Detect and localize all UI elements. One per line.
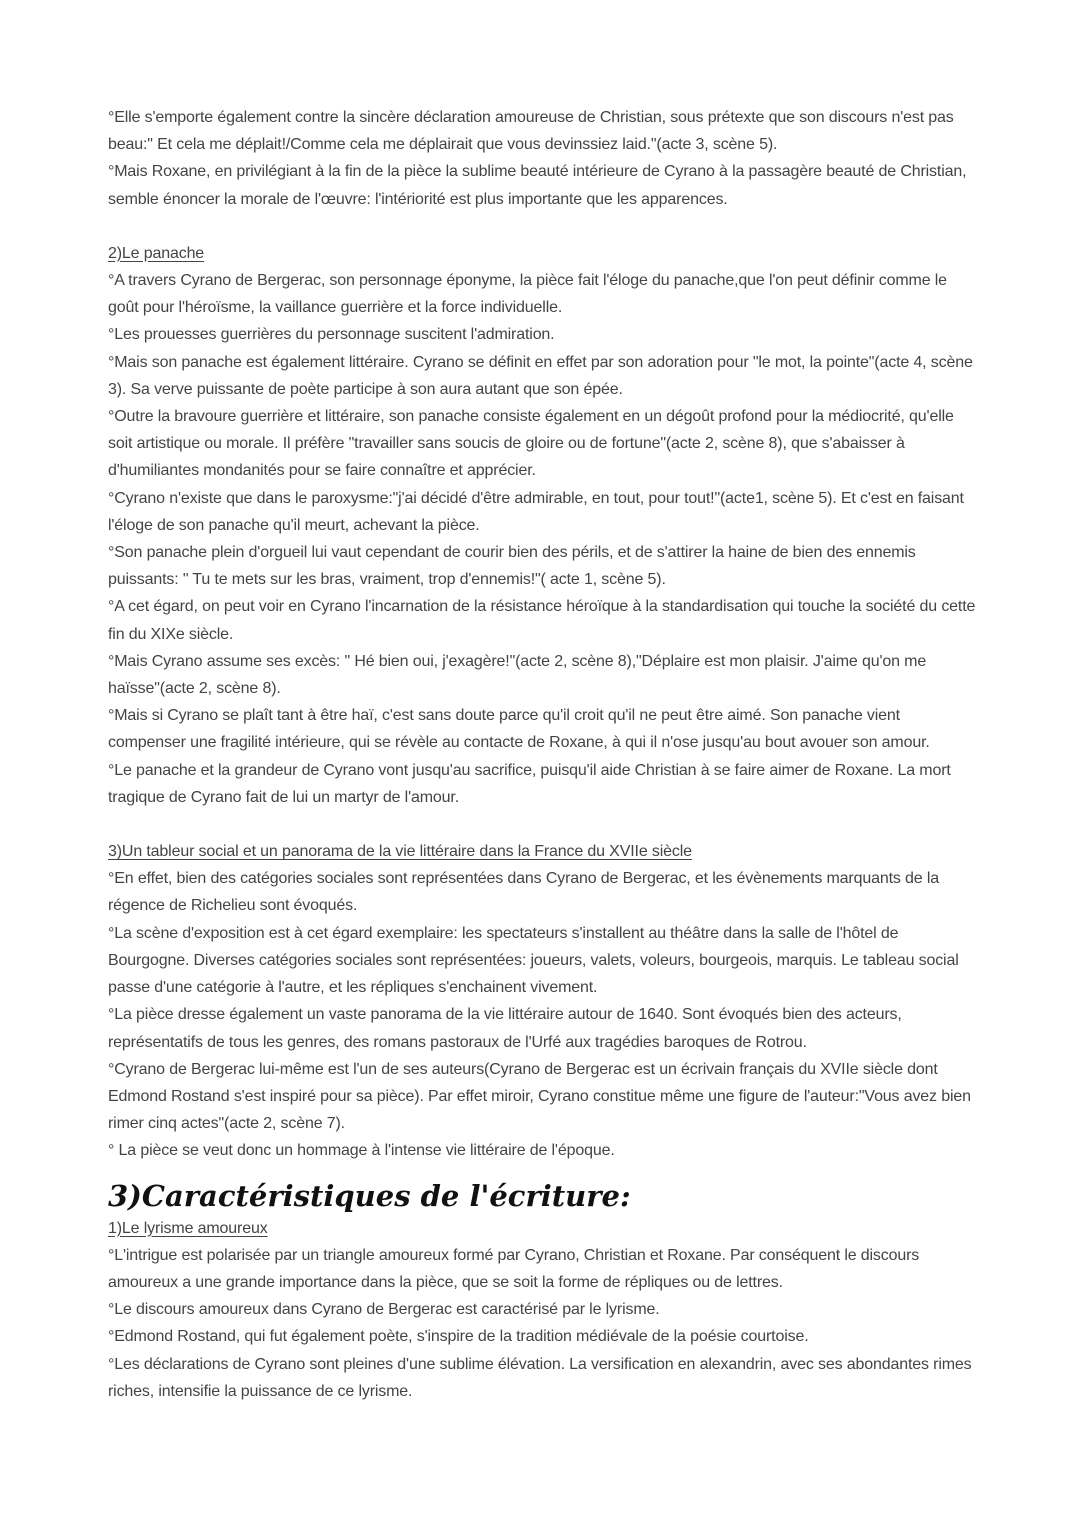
paragraph: °Elle s'emporte également contre la sincère déclaration amoureuse de Christian, sous prétexte que son discours n'est pas beau:" Et cela me déplait!/Comme cela me déplairait que vous devinssiez laid."(acte 3, scène 5). (108, 109, 954, 154)
subheading-panache: 2)Le panache (108, 244, 205, 262)
section-love-discourse (108, 104, 978, 213)
paragraph: °A cet égard, on peut voir en Cyrano l'incarnation de la résistance héroïque à la standardisation qui touche la société du cette fin du XIXe siècle. (108, 598, 976, 643)
paragraph: °Son panache plein d'orgueil lui vaut cependant de courir bien des périls, et de s'attirer la haine de bien des ennemis puissants: " Tu te mets sur les bras, vraiment, trop d'ennemis!"( acte 1, scène 5). (108, 544, 916, 589)
section-social-panorama (108, 838, 978, 1164)
paragraph: °Cyrano n'existe que dans le paroxysme:"j'ai décidé d'être admirable, en tout, pour tout!"(acte1, scène 5). Et c'est en faisant l'éloge de son panache qu'il meurt, achevant la pièce. (108, 489, 964, 534)
paragraph: °L'intrigue est polarisée par un triangle amoureux formé par Cyrano, Christian et Roxane. Par conséquent le discours amoureux a une grande importance dans la pièce, que se soit la forme de répliques ou de lettres. (108, 1246, 920, 1291)
paragraph: °Le panache et la grandeur de Cyrano vont jusqu'au sacrifice, puisqu'il aide Christian à se faire aimer de Roxane. La mort tragique de Cyrano fait de lui un martyr de l'amour. (108, 761, 951, 806)
paragraph: °A travers Cyrano de Bergerac, son personnage éponyme, la pièce fait l'éloge du panache,que l'on peut définir comme le goût pour l'héroïsme, la vaillance guerrière et la force individuelle. (108, 272, 947, 317)
section-writing-characteristics (108, 1177, 978, 1405)
paragraph: °Les déclarations de Cyrano sont pleines d'une sublime élévation. La versification en alexandrin, avec ses abondantes rimes riches, intensifie la puissance de ce lyrisme. (108, 1355, 972, 1400)
paragraph: °La pièce dresse également un vaste panorama de la vie littéraire autour de 1640. Sont évoqués bien des acteurs, représentatifs de tous les genres, des romans pastoraux de l'Urfé aux tragédies baroques de Rotrou. (108, 1006, 902, 1051)
paragraph: °Edmond Rostand, qui fut également poète, s'inspire de la tradition médiévale de la poésie courtoise. (108, 1328, 809, 1346)
spacer (108, 213, 978, 240)
spacer (108, 811, 978, 838)
paragraph: °Outre la bravoure guerrière et littéraire, son panache consiste également en un dégoût profond pour la médiocrité, qu'elle soit artistique ou morale. Il préfère "travailler sans soucis de gloire ou de fortune"(acte 2, scène 8), que s'abaisser à d'humiliantes mondanités pour se faire connaître et apprécier. (108, 408, 954, 480)
section-heading-writing: 3)Caractéristiques de l'écriture: (108, 1178, 631, 1213)
paragraph: °Mais Roxane, en privilégiant à la fin de la pièce la sublime beauté intérieure de Cyrano à la passagère beauté de Christian, semble énoncer la morale de l'œuvre: l'intériorité est plus importante que les apparences. (108, 163, 967, 208)
section-panache (108, 240, 978, 811)
paragraph: °La scène d'exposition est à cet égard exemplaire: les spectateurs s'installent au théâtre dans la salle de l'hôtel de Bourgogne. Diverses catégories sociales sont représentées: joueurs, valets, voleurs, bourgeois, marquis. Le tableau social passe d'une catégorie à l'autre, et les répliques s'enchainent vivement. (108, 924, 959, 997)
paragraph: °Le discours amoureux dans Cyrano de Bergerac est caractérisé par le lyrisme. (108, 1301, 660, 1319)
subheading-lyricism: 1)Le lyrisme amoureux (108, 1219, 268, 1237)
paragraph: °Les prouesses guerrières du personnage suscitent l'admiration. (108, 326, 555, 344)
paragraph: ° La pièce se veut donc un hommage à l'intense vie littéraire de l'époque. (108, 1142, 615, 1160)
document-page (108, 104, 978, 1405)
paragraph: °Mais son panache est également littéraire. Cyrano se définit en effet par son adoration pour "le mot, la pointe"(acte 4, scène 3). Sa verve puissante de poète participe à son aura autant que son épée. (108, 353, 973, 398)
paragraph: °Mais si Cyrano se plaît tant à être haï, c'est sans doute parce qu'il croit qu'il ne peut être aimé. Son panache vient compenser une fragilité intérieure, qui se révèle au contacte de Roxane, à qui il n'ose jusqu'au bout avouer son amour. (108, 707, 930, 752)
paragraph: °En effet, bien des catégories sociales sont représentées dans Cyrano de Bergerac, et les évènements marquants de la régence de Richelieu sont évoqués. (108, 870, 939, 915)
paragraph: °Cyrano de Bergerac lui-même est l'un de ses auteurs(Cyrano de Bergerac est un écrivain français du XVIIe siècle dont Edmond Rostand s'est inspiré pour sa pièce). Par effet miroir, Cyrano constitue même une figure de l'auteur:"Vous avez bien rimer cinq actes"(acte 2, scène 7). (108, 1060, 971, 1133)
subheading-social-panorama: 3)Un tableur social et un panorama de la vie littéraire dans la France du XVIIe siècle (108, 843, 692, 861)
paragraph: °Mais Cyrano assume ses excès: " Hé bien oui, j'exagère!"(acte 2, scène 8),"Déplaire est mon plaisir. J'aime qu'on me haïsse"(acte 2, scène 8). (108, 652, 927, 698)
